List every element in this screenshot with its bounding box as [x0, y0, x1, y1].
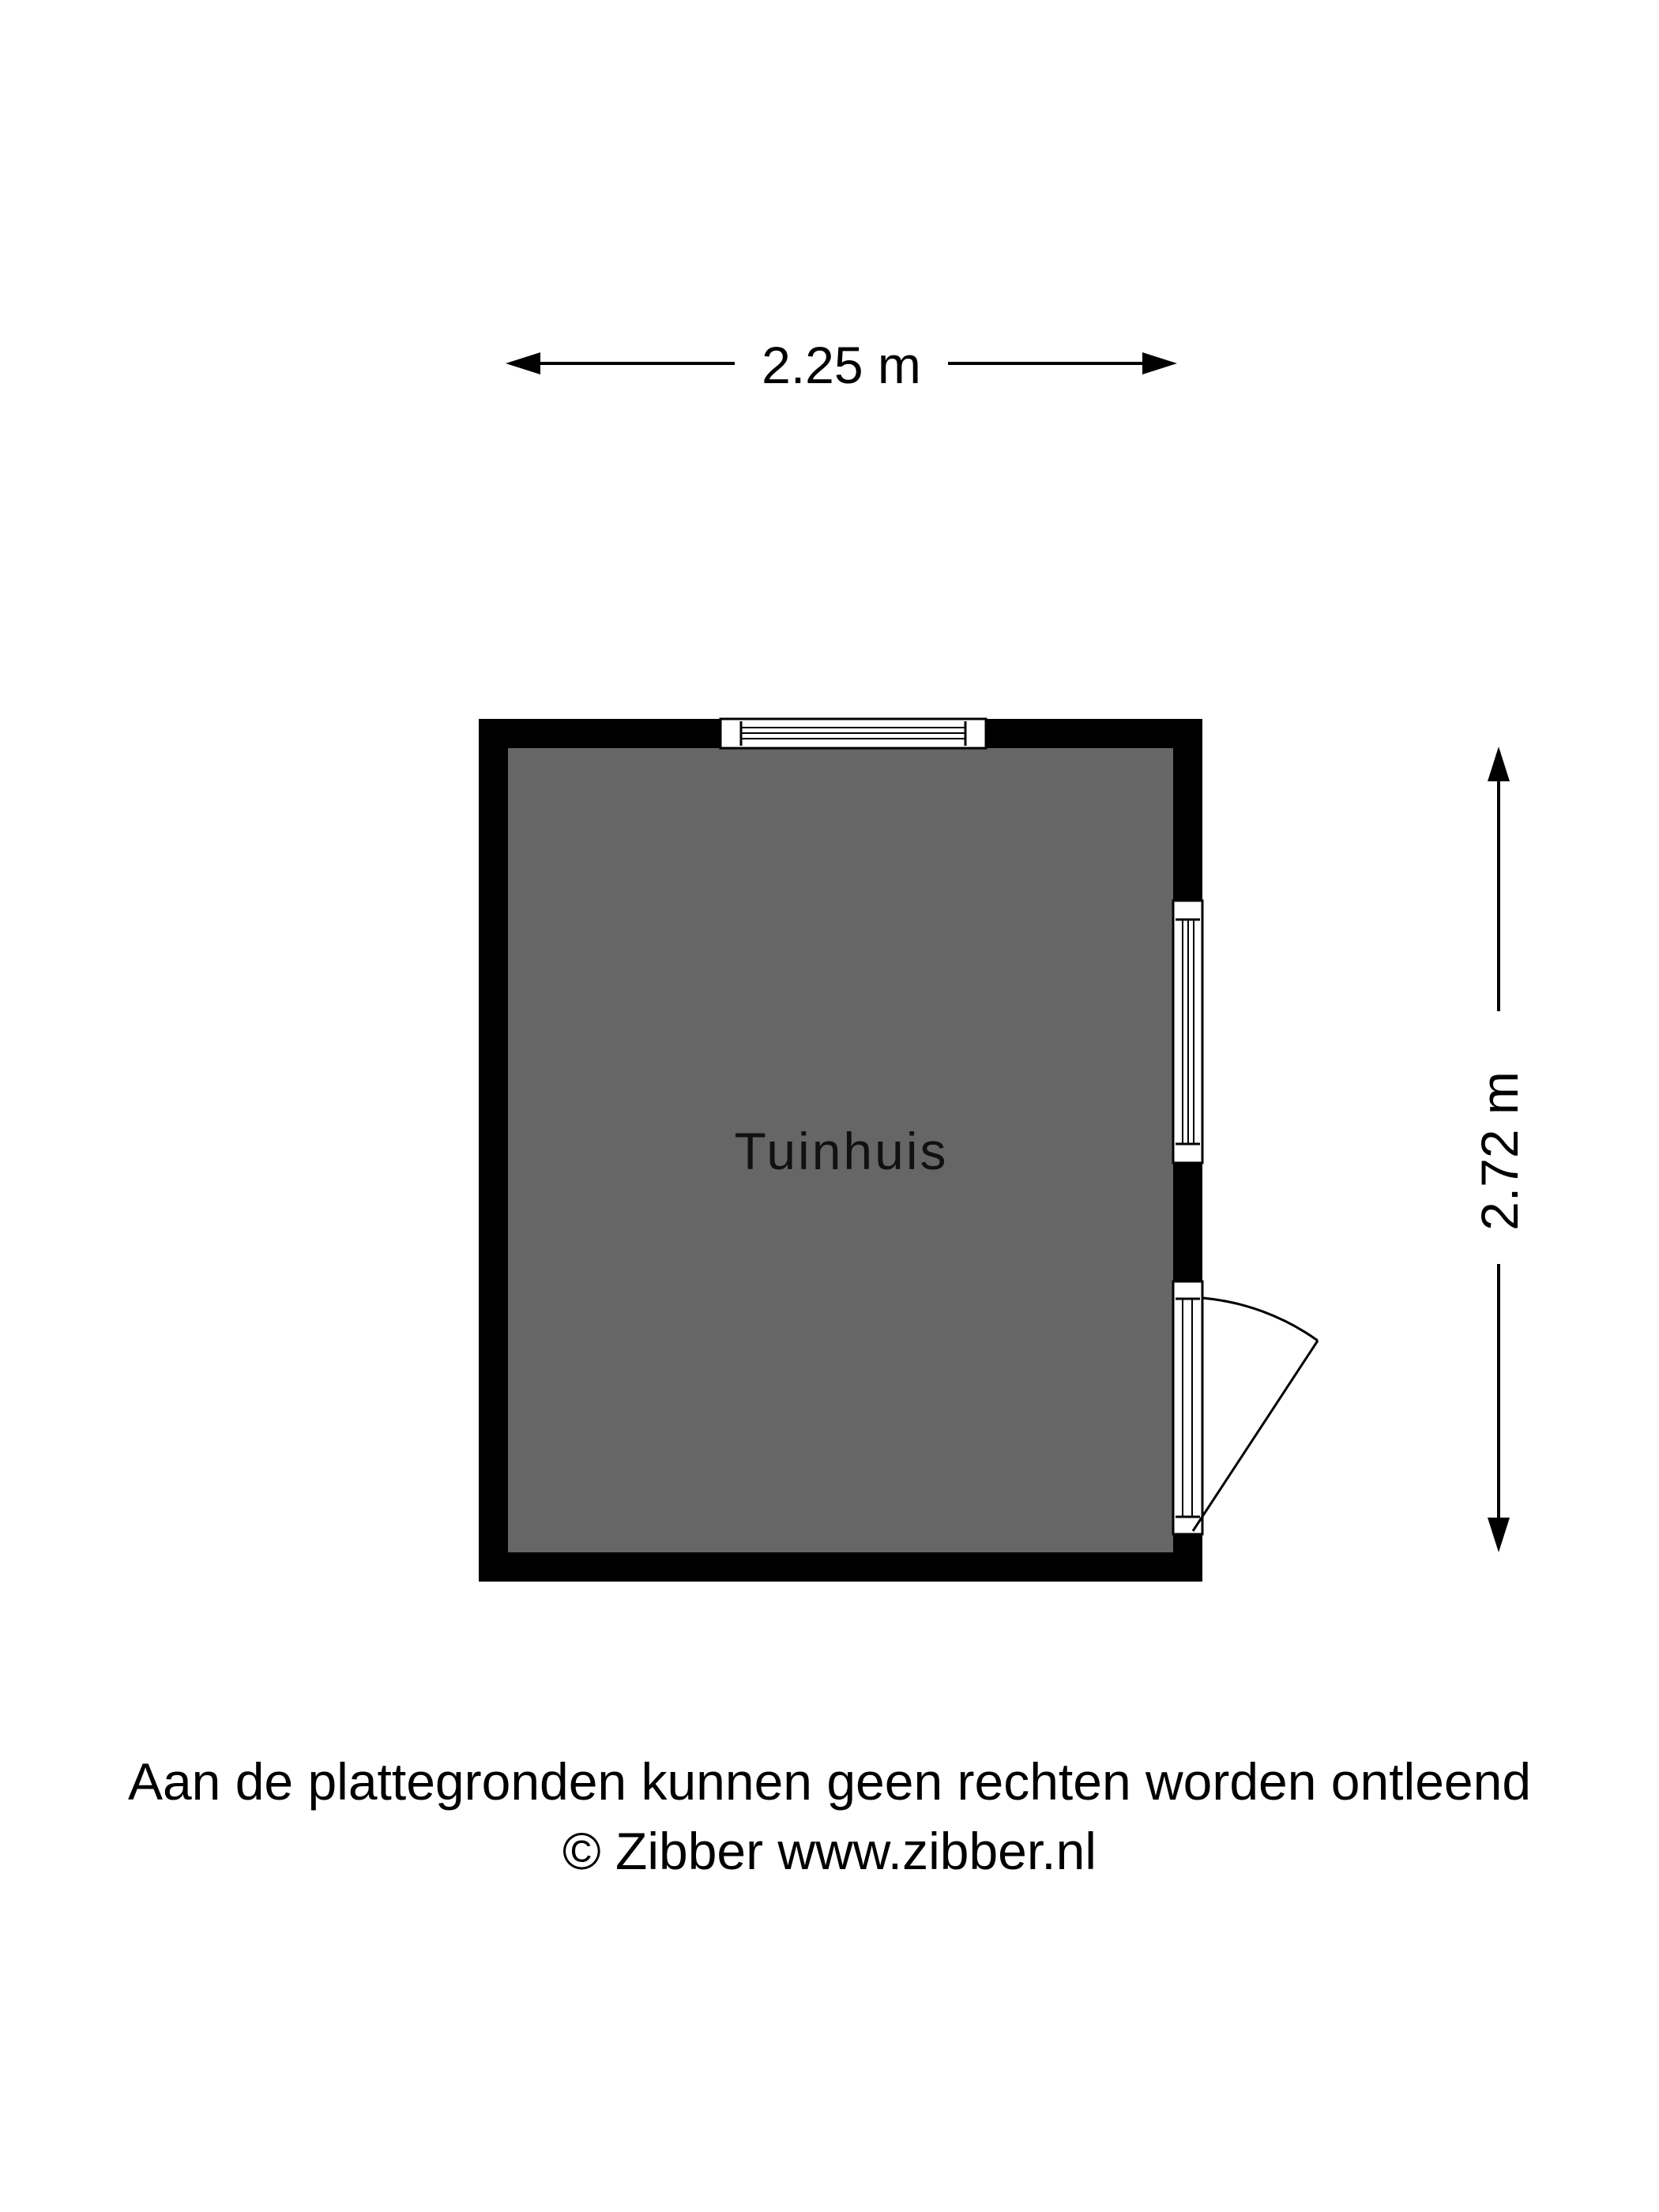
height-dimension-arrow-top: [1488, 747, 1510, 781]
width-dimension: [506, 336, 1177, 394]
right-window: [1173, 901, 1202, 1163]
disclaimer-text: Aan de plattegronden kunnen geen rechten worden ontleend: [127, 1752, 1532, 1811]
width-dimension-label: 2.25 m: [762, 336, 921, 394]
room-tuinhuis: [479, 719, 1318, 1582]
copyright-credit: © Zibber www.zibber.nl: [562, 1822, 1097, 1880]
right-door: [1173, 1281, 1318, 1534]
top-window: [720, 719, 986, 748]
width-dimension-arrow-left: [506, 352, 540, 374]
height-dimension-arrow-bottom: [1488, 1518, 1510, 1552]
height-dimension-label: 2.72 m: [1470, 1071, 1529, 1231]
width-dimension-arrow-right: [1142, 352, 1177, 374]
door-leaf: [1193, 1341, 1318, 1531]
height-dimension: [1470, 747, 1529, 1552]
room-label: Tuinhuis: [734, 1122, 949, 1180]
door-swing-arc: [1202, 1298, 1318, 1341]
